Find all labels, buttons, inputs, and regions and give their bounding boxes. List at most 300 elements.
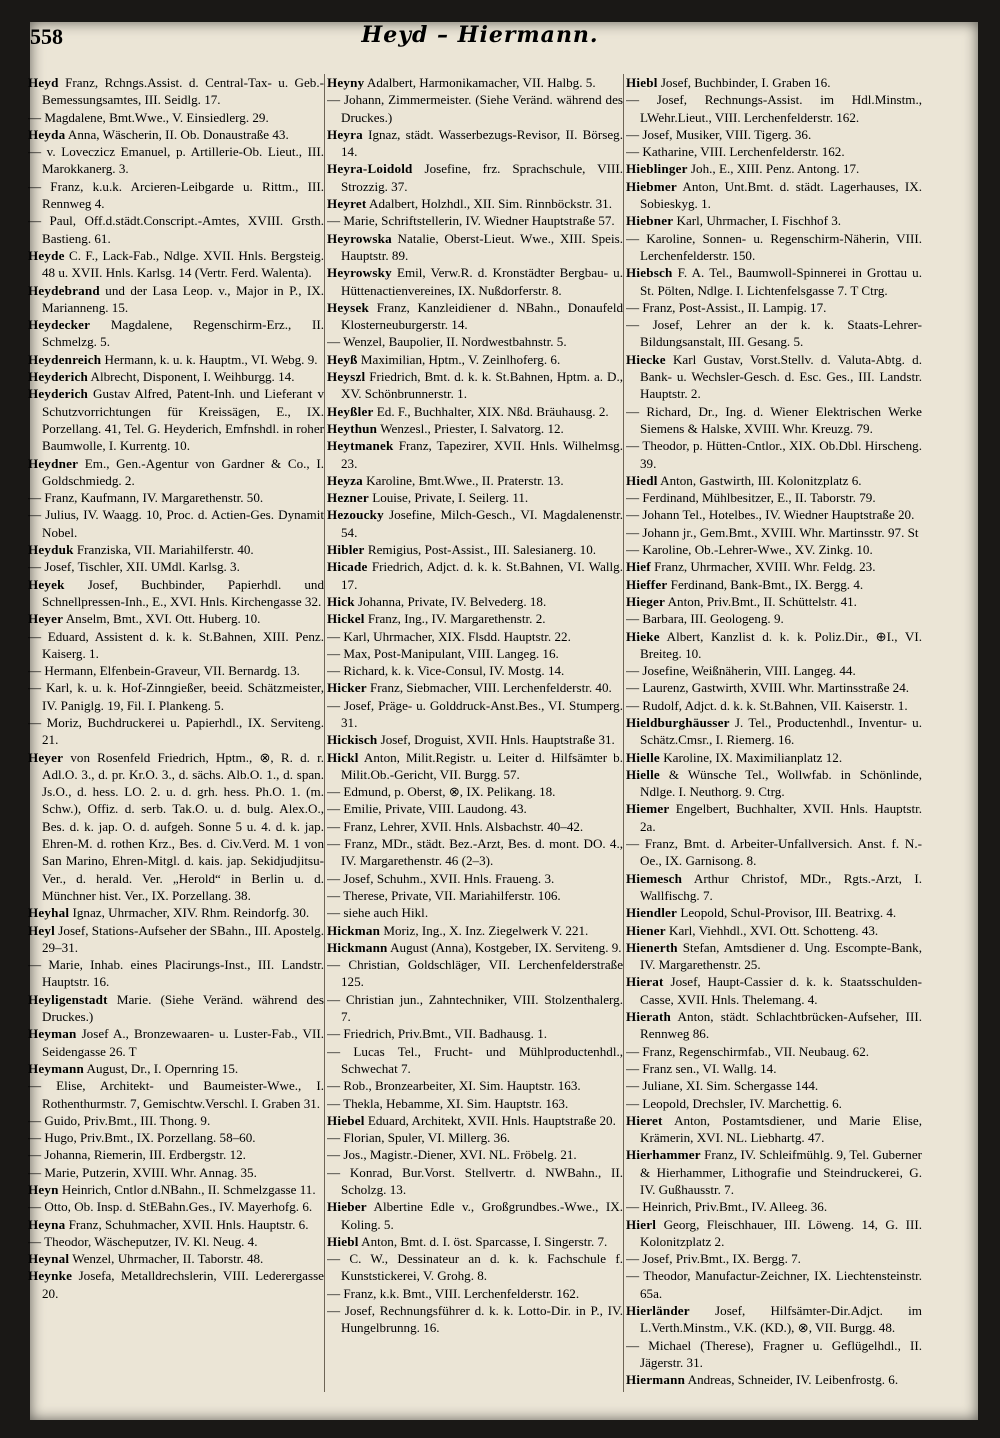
entry-details: — Franz, MDr., städt. Bez.-Arzt, Bes. d. mont. DO. 4., IV. Margarethenstr. 46 (2–3). — [327, 836, 623, 869]
directory-entry — [327, 420, 623, 437]
entry-details: — Josef, Musiker, VIII. Tigerg. 36. — [626, 126, 812, 142]
entry-surname: Heynke — [28, 1268, 73, 1284]
directory-entry — [28, 1112, 324, 1129]
directory-entry — [28, 126, 324, 143]
entry-details: — Rob., Bronzearbeiter, XI. Sim. Hauptstr. 163. — [327, 1078, 581, 1094]
entry-surname: Hiemer — [626, 801, 670, 817]
entry-details: Josef, Droguist, XVII. Hnls. Hauptstraße 31. — [377, 732, 615, 748]
column-divider — [623, 74, 624, 1392]
entry-details: — Marie, Inhab. eines Placirungs-Inst., III. Landstr. Hauptstr. 16. — [28, 957, 324, 990]
entry-surname: Hiendler — [626, 905, 678, 921]
entry-details: Maximilian, Hptm., V. Zeinlhoferg. 6. — [357, 351, 561, 367]
directory-entry — [28, 628, 324, 663]
entry-surname: Heyderich — [28, 369, 88, 385]
entry-surname: Hiebel — [327, 1112, 365, 1128]
directory-entry — [626, 939, 922, 974]
entry-details: — Magdalene, Bmt.Wwe., V. Einsiedlerg. 29. — [28, 109, 269, 125]
entry-surname: Hiedl — [626, 472, 658, 488]
directory-entry — [327, 939, 623, 956]
directory-entry — [28, 1250, 324, 1267]
directory-entry — [626, 1302, 922, 1337]
entry-details: — Michael (Therese), Fragner u. Geflügelhdl., II. Jägerstr. 31. — [626, 1337, 922, 1370]
page-number: 558 — [30, 24, 63, 49]
entry-surname: Heydebrand — [28, 282, 100, 298]
directory-entry — [28, 1060, 324, 1077]
entry-details: Franz, Uhrmacher, XVIII. Whr. Feldg. 23. — [650, 559, 876, 575]
directory-entry — [626, 714, 922, 749]
entry-details: — Edmund, p. Oberst, ⊗, IX. Pelikang. 18. — [327, 784, 556, 800]
directory-entry — [327, 835, 623, 870]
entry-details: — Elise, Architekt- und Baumeister-Wwe., I. Rothenthurmstr. 7, Gemischtw.Verschl. I. Graben 31. — [28, 1078, 324, 1111]
entry-details: Josefine, frz. Sprachschule, VIII. Strozzig. 37. — [341, 161, 623, 194]
entry-surname: Hieger — [626, 593, 666, 609]
entry-surname: Heyrowska — [327, 230, 392, 246]
directory-entry — [28, 212, 324, 247]
entry-details: Gustav Alfred, Patent-Inh. und Lieferant v Schutzvorrichtungen für Kreissägen, E., IX. Porzellang. 41, Tel. G. Heyderich, Emfnshdl. in roher Baumwolle, I. Kurrentg. 10. — [42, 386, 324, 454]
entry-surname: Hiecke — [626, 351, 666, 367]
entry-details: Adalbert, Harmonikamacher, VII. Halbg. 5. — [364, 75, 596, 90]
entry-surname: Hezoucky — [327, 507, 384, 523]
entry-details: Josef, Haupt-Cassier d. k. k. Staatsschulden-Casse, XVII. Hnls. Thelemang. 4. — [640, 974, 922, 1007]
entry-details: — Karoline, Sonnen- u. Regenschirm-Näherin, VIII. Lerchenfelderstr. 150. — [626, 230, 922, 263]
directory-entry — [327, 1129, 623, 1146]
directory-entry — [626, 524, 922, 541]
entry-surname: Heytmanek — [327, 438, 394, 454]
entry-surname: Hickman — [327, 922, 381, 938]
directory-entry — [626, 351, 922, 403]
entry-details: — Johann Tel., Hotelbes., IV. Wiedner Hauptstraße 20. — [626, 507, 915, 523]
directory-entry — [626, 1267, 922, 1302]
entry-surname: Hieret — [626, 1112, 663, 1128]
entry-surname: Hieffer — [626, 576, 668, 592]
entry-details: August (Anna), Kostgeber, IX. Serviteng. 9. — [387, 939, 622, 955]
directory-entry — [28, 1146, 324, 1163]
entry-details: Anton, Priv.Bmt., II. Schüttelstr. 41. — [665, 593, 857, 609]
directory-entry — [626, 1112, 922, 1147]
entry-details: — Christian, Goldschläger, VII. Lerchenfelderstraße 125. — [327, 957, 623, 990]
entry-surname: Heydenreich — [28, 351, 102, 367]
directory-entry — [327, 126, 623, 161]
entry-surname: Hiemesch — [626, 870, 683, 886]
directory-entry — [28, 576, 324, 611]
entry-details: Anton, Unt.Bmt. d. städt. Lagerhauses, IX. Sobieskyg. 1. — [640, 178, 922, 212]
directory-entry — [28, 1267, 324, 1302]
entry-surname: Heyek — [28, 576, 65, 592]
entry-details: — Franz, Lehrer, XVII. Hnls. Alsbachstr. 40–42. — [327, 818, 584, 834]
entry-details: — Juliane, XI. Sim. Schergasse 144. — [626, 1078, 819, 1094]
directory-entry — [327, 1112, 623, 1129]
directory-entry — [626, 91, 922, 126]
directory-entry — [626, 766, 922, 801]
entry-details: Anton, Postamtsdiener, und Marie Elise, Krämerin, XVI. NL. Liebhartg. 47. — [640, 1112, 922, 1146]
directory-entry — [327, 1233, 623, 1250]
entry-details: Adalbert, Holzhdl., XII. Sim. Rinnböckstr. 31. — [366, 196, 612, 212]
directory-entry — [28, 541, 324, 558]
entry-details: Stefan, Amtsdiener d. Ung. Escompte-Bank, IV. Margarethenstr. 25. — [640, 939, 922, 973]
entry-details: Franz, Schuhmacher, XVII. Hnls. Hauptstr. 6. — [65, 1216, 309, 1232]
entry-details: — C. W., Dessinateur an d. k. k. Fachschule f. Kunststickerei, V. Grohg. 8. — [327, 1251, 623, 1284]
entry-details: Georg, Fleischhauer, III. Löweng. 14, G. III. Kolonitzplatz 2. — [640, 1216, 922, 1249]
entry-details: — Wenzel, Baupolier, II. Nordwestbahnstr. 5. — [327, 334, 567, 350]
entry-surname: Heyra-Loidold — [327, 161, 413, 177]
entry-details: & Wünsche Tel., Wollwfab. in Schönlinde, Ndlge. I. Neuthorg. 9. Ctrg. — [640, 766, 922, 800]
entry-details: — Josef, Lehrer an der k. k. Staats-Lehrer-Bildungsanstalt, III. Gesang. 5. — [626, 317, 922, 350]
directory-entry — [327, 1285, 623, 1302]
directory-entry — [327, 264, 623, 299]
entry-surname: Hickel — [327, 611, 365, 627]
directory-entry — [28, 385, 324, 454]
directory-entry — [28, 1181, 324, 1198]
entry-surname: Hief — [626, 559, 651, 575]
entry-details: — siehe auch Hikl. — [327, 905, 429, 921]
directory-entry — [626, 541, 922, 558]
directory-entry — [327, 1198, 623, 1233]
entry-details: Ignaz, Uhrmacher, XIV. Rhm. Reindorfg. 30. — [69, 905, 310, 921]
directory-entry — [626, 230, 922, 265]
directory-entry — [327, 679, 623, 696]
entry-details: — Franz, Bmt. d. Arbeiter-Unfallversich. Anst. f. N.-Oe., IX. Garnisong. 8. — [626, 836, 922, 869]
entry-surname: Hierhammer — [626, 1147, 701, 1163]
entry-surname: Heyer — [28, 749, 64, 765]
entry-details: — Josefine, Weißnäherin, VIII. Langeg. 44. — [626, 663, 856, 679]
entry-details: Josef, Hilfsämter-Dir.Adjct. im L.Verth.Minstm., V.K. (KD.), ⊗, VII. Burgg. 48. — [640, 1303, 922, 1336]
directory-entry — [327, 818, 623, 835]
entry-details: — Konrad, Bur.Vorst. Stellvertr. d. NWBahn., II. Scholzg. 13. — [327, 1164, 623, 1197]
directory-entry — [327, 991, 623, 1026]
directory-entry — [327, 662, 623, 679]
directory-entry — [327, 230, 623, 265]
entry-details: — Franz, k.u.k. Arcieren-Leibgarde u. Rittm., III. Rennweg 4. — [28, 178, 324, 212]
entry-details: — Moriz, Buchdruckerei u. Papierhdl., IX. Serviteng. 21. — [28, 714, 324, 748]
entry-details: — Thekla, Hebamme, XI. Sim. Hauptstr. 163. — [327, 1095, 569, 1111]
entry-surname: Heysek — [327, 299, 369, 315]
directory-entry — [626, 697, 922, 714]
entry-details: — Franz, k.k. Bmt., VIII. Lerchenfelderstr. 162. — [327, 1285, 580, 1301]
page-title: Heyd – Hiermann. — [361, 22, 599, 48]
entry-details: Moriz, Ing., X. Inz. Ziegelwerk V. 221. — [380, 922, 589, 938]
directory-entry — [626, 126, 922, 143]
directory-entry — [327, 195, 623, 212]
entry-details: — Ferdinand, Mühlbesitzer, E., II. Taborstr. 79. — [626, 490, 876, 506]
entry-surname: Hieblinger — [626, 161, 688, 177]
directory-entry — [626, 679, 922, 696]
directory-entry — [626, 1250, 922, 1267]
entry-surname: Hickmann — [327, 939, 388, 955]
entry-details: Remigius, Post-Assist., III. Salesianerg. 10. — [364, 542, 597, 558]
directory-entry — [28, 610, 324, 627]
directory-entry — [327, 1302, 623, 1337]
entry-details: Karl, Viehhdl., XVI. Ott. Schotteng. 43. — [665, 922, 879, 938]
directory-entry — [626, 506, 922, 523]
directory-entry — [28, 904, 324, 921]
directory-entry — [626, 74, 922, 91]
directory-entry — [626, 800, 922, 835]
directory-entry — [327, 403, 623, 420]
directory-entry — [28, 1164, 324, 1181]
entry-details: Franz, IV. Schleifmühlg. 9, Tel. Guberner & Hierhammer, Lithografie und Steindruckerei, G. IV. Gußhausstr. 7. — [640, 1147, 922, 1197]
directory-entry — [626, 1337, 922, 1372]
entry-details: von Rosenfeld Friedrich, Hptm., ⊗, R. d. r. Adl.O. 3., d. pr. Kr.O. 3., d. sächs. Alb.O. 1., d. span. Js.O., d. hess. LO. 2. u. d. grh. hess. Ph.O. 1. (m. Schw.), Offiz. d. serb. Tak.O. u. d. bulg. Alex.O., Bes. d. k. jap. O. d. aufgeh. Sonne 5 u. 4. d. k. jap. Ehren-M. d. rothen Krz., Bes. d. Civ.Verd. M. 1 von San Marino, Ehren-Mitgl. d. kais. jap. Sekidjudjitsu-Ver., d. herald. Ver. „Herold“ in Berlin u. d. Münchner hist. Ver., IX. Porzellang. 38. — [42, 749, 324, 903]
directory-entry — [626, 904, 922, 921]
entry-details: Ferdinand, Bank-Bmt., IX. Bergg. 4. — [667, 576, 864, 592]
directory-entry — [28, 178, 324, 213]
entry-surname: Hielle — [626, 766, 660, 782]
directory-entry — [626, 835, 922, 870]
entry-surname: Hiebner — [626, 213, 674, 229]
directory-entry — [327, 1146, 623, 1163]
entry-details: Magdalene, Regenschirm-Erz., II. Schmelzg. 5. — [42, 317, 324, 350]
entry-details: Arthur Christof, MDr., Rgts.-Arzt, I. Wallfischg. 7. — [640, 870, 922, 903]
directory-entry — [626, 437, 922, 472]
directory-entry — [626, 593, 922, 610]
entry-surname: Heydecker — [28, 317, 91, 333]
entry-details: Wenzesl., Priester, I. Salvatorg. 12. — [377, 420, 564, 436]
directory-entry — [327, 697, 623, 732]
directory-entry — [626, 1146, 922, 1198]
entry-surname: Heyer — [28, 611, 64, 627]
entry-surname: Heyna — [28, 1216, 66, 1232]
directory-entry — [327, 1250, 623, 1285]
directory-entry — [327, 541, 623, 558]
entry-details: Engelbert, Buchhalter, XVII. Hnls. Hauptstr. 2a. — [640, 801, 922, 834]
entry-surname: Heyret — [327, 196, 367, 212]
directory-entry — [327, 351, 623, 368]
entry-details: August, Dr., I. Opernring 15. — [83, 1060, 239, 1076]
entry-details: — Josef, Tischler, XII. UMdl. Karlsg. 3. — [28, 559, 240, 575]
entry-details: Marie. (Siehe Veränd. während des Druckes.) — [42, 991, 324, 1025]
entry-details: Wenzel, Uhrmacher, II. Taborstr. 48. — [69, 1251, 264, 1267]
entry-surname: Hiebsch — [626, 265, 673, 281]
directory-entry — [626, 1198, 922, 1215]
entry-details: Karoline, IX. Maximilianplatz 12. — [659, 749, 843, 765]
directory-entry — [626, 160, 922, 177]
entry-surname: Hienerth — [626, 939, 678, 955]
entry-surname: Hielle — [626, 749, 660, 765]
directory-entry — [626, 1216, 922, 1251]
directory-entry — [28, 143, 324, 178]
directory-entry — [28, 662, 324, 679]
entry-details: Josef A., Bronzewaaren- u. Luster-Fab., VII. Seidengasse 26. T — [42, 1026, 324, 1059]
entry-details: Natalie, Oberst-Lieut. Wwe., XIII. Speis. Hauptstr. 89. — [341, 230, 623, 263]
entry-details: Anton, Gastwirth, III. Kolonitzplatz 6. — [657, 472, 862, 488]
directory-entry — [626, 489, 922, 506]
entry-surname: Hicker — [327, 680, 367, 696]
directory-entry — [28, 1129, 324, 1146]
directory-entry — [327, 160, 623, 195]
entry-details: — Karl, k. u. k. Hof-Zinngießer, beeid. Schätzmeister, IV. Paniglg. 19, Fil. I. Plankeng. 5. — [28, 680, 324, 713]
entry-details: — Max, Post-Manipulant, VIII. Langeg. 16. — [327, 645, 559, 661]
directory-entry — [327, 74, 623, 91]
entry-surname: Heynal — [28, 1251, 70, 1267]
directory-entry — [28, 109, 324, 126]
entry-details: — Josef, Priv.Bmt., IX. Bergg. 7. — [626, 1251, 801, 1267]
directory-entry — [626, 922, 922, 939]
directory-entry — [28, 351, 324, 368]
directory-entry — [626, 403, 922, 438]
entry-details: Anton, städt. Schlachtbrücken-Aufseher, III. Rennweg 86. — [640, 1009, 922, 1042]
entry-details: — Lucas Tel., Frucht- und Mühlproductenhdl., Schwechat 7. — [327, 1043, 623, 1076]
directory-entry — [626, 749, 922, 766]
entry-surname: Heyn — [28, 1182, 59, 1197]
directory-entry — [327, 783, 623, 800]
directory-entry — [327, 645, 623, 662]
entry-details: Karl, Uhrmacher, I. Fischhof 3. — [673, 213, 842, 229]
entry-details: — Jos., Magistr.-Diener, XVI. NL. Fröbelg. 21. — [327, 1147, 577, 1163]
entry-details: Louise, Private, I. Seilerg. 11. — [368, 490, 529, 506]
entry-surname: Heyny — [327, 75, 365, 90]
entry-surname: Heyszl — [327, 369, 366, 385]
entry-surname: Heyda — [28, 126, 66, 142]
entry-surname: Hierath — [626, 1009, 672, 1025]
directory-entry — [327, 1025, 623, 1042]
entry-details: Albertine Edle v., Großgrundbes.-Wwe., IX. Koling. 5. — [341, 1199, 623, 1232]
entry-details: Josef, Stations-Aufseher der SBahn., III. Apostelg. 29–31. — [42, 922, 324, 955]
entry-details: — v. Loveczicz Emanuel, p. Artillerie-Ob. Lieut., III. Marokkanerg. 3. — [28, 144, 324, 177]
entry-details: — Josef, Rechnungsführer d. k. k. Lotto-Dir. in P., IV. Hungelbrunng. 16. — [327, 1303, 623, 1336]
entry-details: Josef, Buchbinder, Papierhdl. und Schnellpressen-Inh., E., XVI. Hnls. Kirchengasse 32. — [42, 576, 324, 609]
entry-details: Franz, Tapezirer, XVII. Hnls. Wilhelmsg. 23. — [341, 438, 623, 471]
directory-entry — [327, 212, 623, 229]
directory-entry — [327, 922, 623, 939]
entry-details: — Franz, Post-Assist., II. Lampig. 17. — [626, 299, 827, 315]
directory-entry — [28, 489, 324, 506]
entry-details: — Johann, Zimmermeister. (Siehe Veränd. während des Druckes.) — [327, 92, 623, 125]
entry-details: — Katharine, VIII. Lerchenfelderstr. 162. — [626, 144, 845, 160]
directory-entry — [327, 870, 623, 887]
directory-entry — [327, 489, 623, 506]
entry-details: — Otto, Ob. Insp. d. StEBahn.Ges., IV. Mayerhofg. 6. — [28, 1199, 313, 1215]
entry-details: Anselm, Bmt., XVI. Ott. Huberg. 10. — [63, 611, 261, 627]
entry-details: Josef, Buchbinder, I. Graben 16. — [657, 75, 831, 90]
entry-details: Anton, Milit.Registr. u. Leiter d. Hilfsämter b. Milit.Ob.-Gericht, VII. Burgg. 57. — [341, 749, 623, 782]
directory-entry — [626, 143, 922, 160]
entry-details: — Heinrich, Priv.Bmt., IV. Alleeg. 36. — [626, 1199, 828, 1215]
column-1 — [28, 74, 324, 1392]
entry-details: — Franz, Kaufmann, IV. Margarethenstr. 50. — [28, 490, 264, 506]
entry-details: — Leopold, Drechsler, IV. Marchettig. 6. — [626, 1095, 842, 1111]
page-header — [30, 22, 930, 62]
entry-details: — Hugo, Priv.Bmt., IX. Porzellang. 58–60. — [28, 1130, 256, 1146]
entry-surname: Heyra — [327, 126, 363, 142]
directory-entry — [327, 299, 623, 334]
entry-details: — Josef, Schuhm., XVII. Hnls. Fraueng. 3. — [327, 870, 555, 886]
entry-details: Em., Gen.-Agentur von Gardner & Co., I. Goldschmiedg. 2. — [42, 455, 324, 488]
directory-entry — [327, 800, 623, 817]
directory-entry — [327, 437, 623, 472]
directory-entry — [626, 558, 922, 575]
entry-details: — Laurenz, Gastwirth, XVIII. Whr. Martinsstraße 24. — [626, 680, 910, 696]
directory-entry — [327, 506, 623, 541]
entry-surname: Heymann — [28, 1060, 84, 1076]
entry-surname: Hieldburghäusser — [626, 714, 730, 730]
entry-details: Franz, Kanzleidiener d. NBahn., Donaufeld Klosterneuburgerstr. 14. — [341, 299, 623, 333]
entry-surname: Hiebl — [626, 75, 658, 90]
directory-entry — [28, 368, 324, 385]
directory-entry — [626, 1371, 922, 1388]
entry-surname: Hezner — [327, 490, 369, 506]
directory-entry — [28, 455, 324, 490]
entry-details: — Friedrich, Priv.Bmt., VII. Badhausg. 1. — [327, 1026, 548, 1042]
directory-entry — [28, 714, 324, 749]
entry-details: Friedrich, Bmt. d. k. k. St.Bahnen, Hptm. a. D., XV. Schönbrunnerstr. 1. — [341, 369, 623, 402]
directory-entry — [28, 1216, 324, 1233]
entry-details: Franz, Ing., IV. Margarethenstr. 2. — [364, 611, 546, 627]
directory-entry — [327, 472, 623, 489]
entry-details: Anna, Wäscherin, II. Ob. Donaustraße 43. — [65, 126, 289, 142]
entry-surname: Hiebmer — [626, 178, 677, 194]
entry-details: — Marie, Putzerin, XVIII. Whr. Annag. 35. — [28, 1164, 257, 1180]
directory-entry — [28, 679, 324, 714]
entry-details: Albrecht, Disponent, I. Weihburgg. 14. — [87, 369, 295, 385]
directory-entry — [626, 299, 922, 316]
entry-details: Andreas, Schneider, IV. Leibenfrostg. 6. — [685, 1372, 899, 1388]
entry-details: — Julius, IV. Waagg. 10, Proc. d. Actien-Ges. Dynamit Nobel. — [28, 507, 324, 540]
directory-entry — [626, 870, 922, 905]
entry-surname: Heythun — [327, 420, 378, 436]
entry-details: Franz, Siebmacher, VIII. Lerchenfelderstr. 40. — [366, 680, 612, 696]
entry-details: Hermann, k. u. k. Hauptm., VI. Webg. 9. — [101, 351, 318, 367]
entry-details: Anton, Bmt. d. I. öst. Sparcasse, I. Singerstr. 7. — [358, 1233, 608, 1249]
entry-surname: Hieber — [327, 1199, 367, 1215]
entry-details: — Josef, Präge- u. Golddruck-Anst.Bes., VI. Stumperg. 31. — [327, 697, 623, 730]
entry-details: — Franz, Regenschirmfab., VII. Neubaug. 62. — [626, 1043, 870, 1059]
entry-surname: Hiener — [626, 922, 666, 938]
column-3 — [626, 74, 922, 1392]
directory-entry — [28, 282, 324, 317]
directory-entry — [327, 956, 623, 991]
directory-entry — [626, 576, 922, 593]
entry-surname: Hierat — [626, 974, 664, 990]
entry-details: — Karl, Uhrmacher, XIX. Flsdd. Hauptstr. 22. — [327, 628, 571, 644]
entry-details: — Theodor, Wäscheputzer, IV. Kl. Neug. 4. — [28, 1233, 258, 1249]
entry-details: Heinrich, Cntlor d.NBahn., II. Schmelzgasse 11. — [58, 1182, 316, 1197]
directory-entry — [28, 74, 324, 109]
directory-entry — [626, 178, 922, 213]
entry-surname: Hierl — [626, 1216, 657, 1232]
entry-details: Franz, Rchngs.Assist. d. Central-Tax- u. Geb.-Bemessungsamtes, III. Seidlg. 17. — [42, 75, 324, 108]
directory-entry — [626, 264, 922, 299]
entry-surname: Hieke — [626, 628, 660, 644]
directory-entry — [626, 1008, 922, 1043]
directory-entry — [28, 506, 324, 541]
directory-entry — [327, 1095, 623, 1112]
entry-details: Josefa, Metalldrechslerin, VIII. Lederergasse 20. — [42, 1268, 324, 1301]
entry-details: — Marie, Schriftstellerin, IV. Wiedner Hauptstraße 57. — [327, 213, 615, 229]
directory-entry — [28, 1025, 324, 1060]
directory-entry — [28, 991, 324, 1026]
entry-details: — Karoline, Ob.-Lehrer-Wwe., XV. Zinkg. 10. — [626, 542, 873, 558]
directory-entry — [626, 1077, 922, 1094]
directory-entry — [626, 472, 922, 489]
directory-entry — [626, 610, 922, 627]
directory-entry — [28, 558, 324, 575]
entry-details: Ed. F., Buchhalter, XIX. Nßd. Bräuhausg. 2. — [373, 403, 609, 419]
directory-entry — [327, 610, 623, 627]
entry-surname: Heyman — [28, 1026, 77, 1042]
entry-details: C. F., Lack-Fab., Ndlge. XVII. Hnls. Bergsteig. 48 u. XVII. Hnls. Karlsg. 14 (Vertr. Ferd. Walenta). — [42, 247, 324, 281]
directory-entry — [28, 1198, 324, 1215]
entry-details: Leopold, Schul-Provisor, III. Beatrixg. 4. — [677, 905, 897, 921]
directory-entry — [626, 212, 922, 229]
directory-entry — [28, 956, 324, 991]
directory-entry — [28, 1077, 324, 1112]
column-2 — [327, 74, 623, 1392]
entry-details: Johanna, Private, IV. Belvederg. 18. — [354, 593, 547, 609]
directory-entry — [327, 593, 623, 610]
entry-surname: Heyligenstadt — [28, 991, 108, 1007]
entry-details: — Hermann, Elfenbein-Graveur, VII. Bernardg. 13. — [28, 663, 300, 679]
directory-entry — [626, 662, 922, 679]
